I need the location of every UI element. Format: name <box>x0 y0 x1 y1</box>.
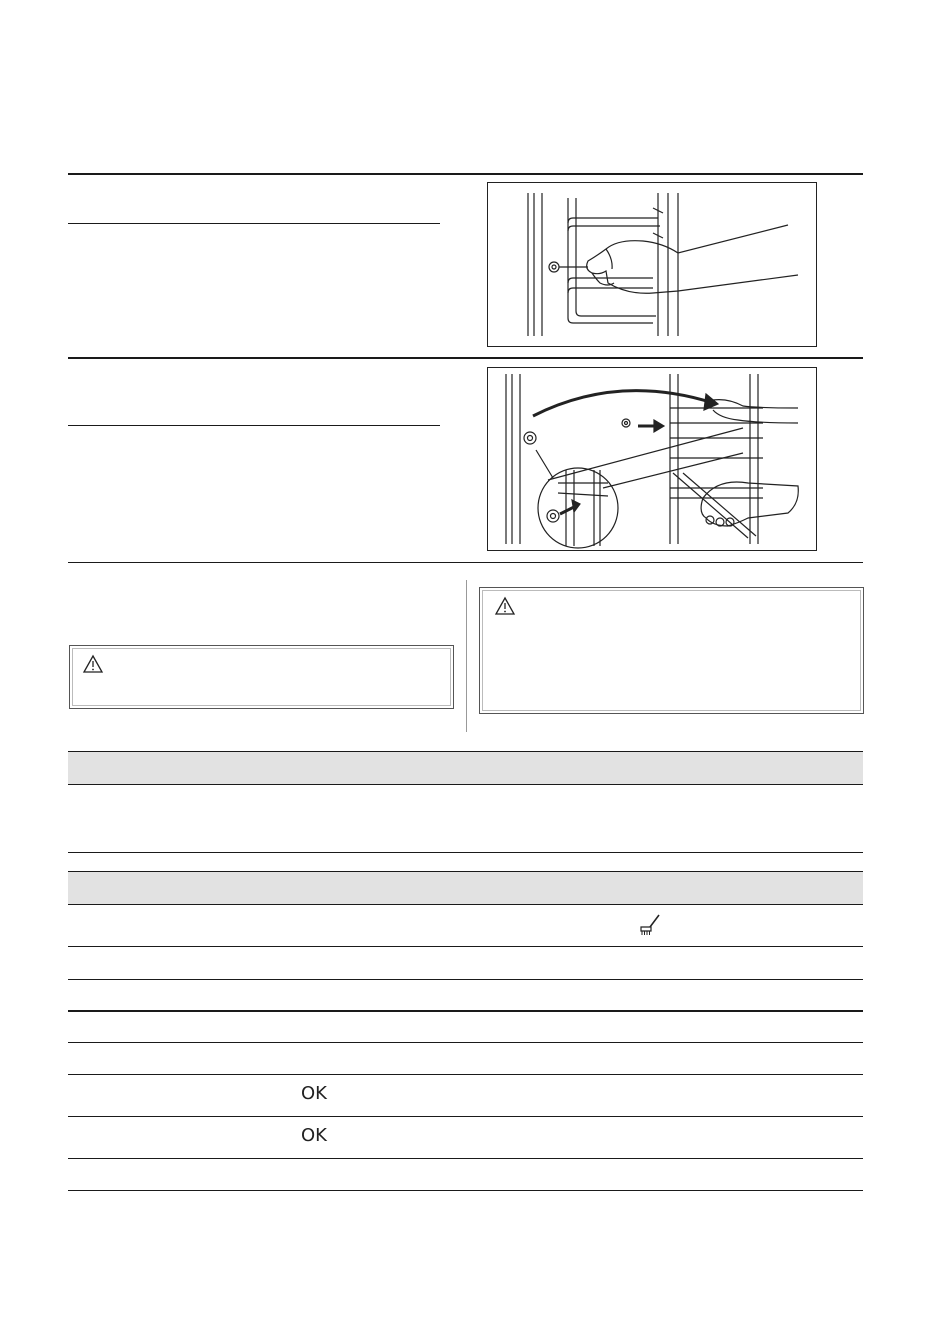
table-row-rule <box>68 1042 863 1043</box>
shelf-removal-illustration <box>488 183 816 346</box>
table-header-band-1 <box>68 751 863 785</box>
figure-shelf-installation <box>487 367 817 551</box>
table-row-rule <box>68 979 863 980</box>
step-rule-1 <box>68 223 440 224</box>
table-rule <box>68 852 863 853</box>
table-row-rule <box>68 946 863 947</box>
section-rule-1 <box>68 173 863 175</box>
shelf-installation-illustration <box>488 368 816 550</box>
table-row-rule <box>68 1074 863 1075</box>
table-row-rule <box>68 1116 863 1117</box>
table-header-band-2 <box>68 871 863 905</box>
figure-shelf-removal <box>487 182 817 347</box>
warning-box-right <box>479 587 864 714</box>
warning-triangle-icon <box>82 654 104 674</box>
table-bottom-rule <box>68 1190 863 1191</box>
section-rule-2 <box>68 357 863 359</box>
step-rule-2 <box>68 425 440 426</box>
warning-box-left <box>69 645 454 709</box>
table-row-rule <box>68 1158 863 1159</box>
section-rule-3 <box>68 562 863 563</box>
brush-icon <box>637 913 663 937</box>
ok-button-label-2: OK <box>301 1125 327 1146</box>
ok-button-label-1: OK <box>301 1083 327 1104</box>
table-section-rule <box>68 1010 863 1012</box>
warning-triangle-icon <box>494 596 516 616</box>
column-divider <box>466 580 467 732</box>
